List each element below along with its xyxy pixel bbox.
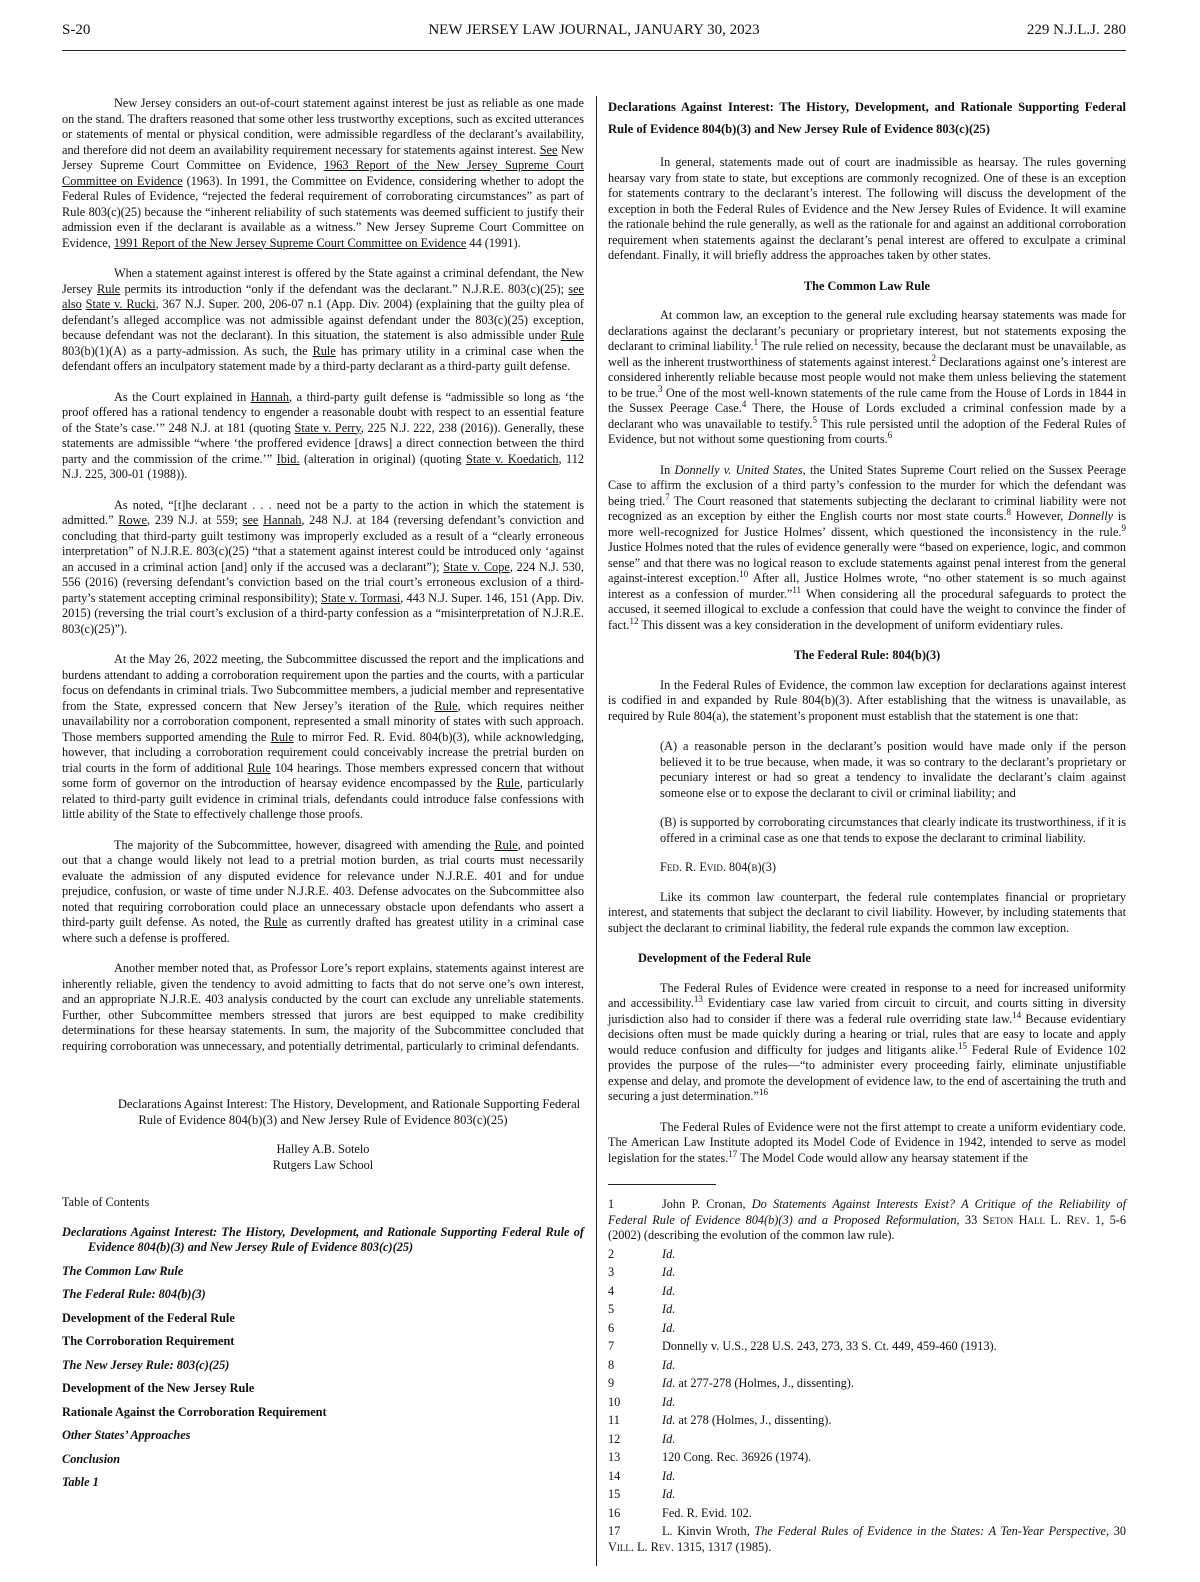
toc-item[interactable]: Development of the New Jersey Rule: [62, 1381, 255, 1395]
section-heading-common-law: The Common Law Rule: [803, 278, 931, 293]
signal: see also: [62, 281, 584, 311]
text: John P. Cronan,: [662, 1197, 752, 1211]
footnote-ref[interactable]: 14: [1012, 1009, 1022, 1020]
footnote-text: [662, 1321, 1126, 1337]
footnote-citation: Donnelly v. U.S., 228 U.S. 243, 273, 33 S. Ct. 449, 459-460 (1913).: [662, 1339, 997, 1353]
footnote-item: [608, 1321, 1126, 1337]
paragraph-like-common-law: Like its common law counterpart, the federal rule contemplates financial or proprietary interest, and statements that subject the declarant to civil liability. However, by including statements that subject the declarant to criminal liability, the federal rule expands the common law exception.: [608, 889, 1126, 935]
rule-ref: Rule: [270, 729, 294, 744]
section-heading-federal-rule: The Federal Rule: 804(b)(3): [793, 648, 941, 662]
text: to mirror Fed. R. Evid. 804(b)(3), while acknowledging, however, that including a corroboration requirement could conceivably increase the pretrial burden on trial courts in the form of additional: [62, 729, 584, 775]
author-school: Rutgers Law School: [272, 1157, 374, 1172]
toc-item[interactable]: Development of the Federal Rule: [62, 1310, 235, 1325]
page-number: S-20: [62, 22, 91, 38]
footnote-item: [608, 1487, 1126, 1503]
footnote-text: [662, 1376, 1126, 1392]
running-header: [62, 20, 1126, 51]
rule-ref: Rule: [312, 343, 336, 358]
text: New Jersey considers an out-of-court statement against interest be just as reliable as one made on the stand. The drafters reasoned that some other less trustworthy exceptions, such as excited utterances or statements of mental or physical condition, were admissible regardless of the declarant’s availability, and therefore did not deem an availability requirement necessary for statements against interest.: [62, 96, 584, 157]
text: As the Court explained in: [114, 389, 251, 404]
text: , a third-party guilt defense is “admissible so long as ‘the proof offered has a rational tendency to engender a reasonable doubt with respect to an essential feature of the State’s case.’” 248 N.J. at 181 (quoting: [62, 389, 584, 435]
footnote-item: [608, 1506, 1126, 1522]
paragraph-intro: In general, statements made out of court are inadmissible as hearsay. The rules governing hearsay vary from state to state, but exceptions are commonly recognized. One of these is an exception for statements contrary to the declarant’s interest. The following will discuss the development of the exception in both the Federal Rules of Evidence and the New Jersey Rules of Evidence. It will examine the rationale behind the rule generally, as well as the rationale for and against an additional corroboration requirement when statements against the declarant’s penal interest are offered to exculpate a criminal defendant. Finally, it will briefly address the approaches taken by other states.: [608, 155, 1126, 262]
footnote-ref[interactable]: 2: [931, 352, 936, 363]
footnote-number: 1: [608, 1197, 615, 1211]
text: After all, Justice Holmes wrote, “no other statement is so much against interest as a confession of murder.”: [608, 571, 1127, 601]
footnote-text: [662, 1432, 1126, 1448]
article-title: The Federal Rules of Evidence in the States: A Ten-Year Perspective: [754, 1524, 1106, 1538]
footnote-text: [662, 1395, 1126, 1411]
case-name: State v. Perry: [294, 420, 361, 435]
footnote-number: 10: [608, 1394, 621, 1409]
footnote-text: [662, 1450, 1126, 1466]
footnote-number: 16: [608, 1505, 621, 1520]
text: When considering all the procedural safeguards to protect the accused, it seemed illogical to exclude a confession that could have the weight to convince the finder of fact.: [608, 586, 1127, 632]
footnote-number: 4: [608, 1283, 615, 1298]
text: However,: [1011, 509, 1069, 523]
paragraph-donnelly: [608, 463, 1126, 634]
toc-item[interactable]: The New Jersey Rule: 803(c)(25): [62, 1357, 230, 1372]
footnote-item: [608, 1395, 1126, 1411]
footnote-ref[interactable]: 6: [887, 429, 893, 440]
text: Declarations against one’s interest are considered inherently reliable because most people would not make them unless believing the statement to be true.: [608, 354, 1126, 400]
text: Justice Holmes noted that the rules of evidence generally were “based on experience, logic, and common sense” and that there was no logical reason to exclude statements against penal interest from the general against-interest exception.: [608, 540, 1126, 585]
case-name: Donnelly: [1068, 509, 1114, 523]
id-signal: Id.: [662, 1357, 676, 1372]
toc-label: Table of Contents: [62, 1195, 150, 1209]
footnote-ref[interactable]: 4: [741, 398, 747, 409]
signal: Ibid.: [276, 451, 300, 466]
text: This dissent was a key consideration in the development of uniform evidentiary rules.: [638, 617, 1064, 632]
text: , which requires neither unavailability nor a corroboration component, represented a small minority of states with such approach. Those members supported amending the: [62, 698, 584, 744]
text: In: [660, 462, 675, 477]
case-name: State v. Tormasi: [321, 590, 401, 605]
text: permits its introduction “only if the defendant was the declarant.” N.J.R.E. 803(c)(25);: [120, 281, 569, 296]
text: The Model Code would allow any hearsay statement if the: [737, 1150, 1028, 1165]
text: , 443 N.J. Super. 146, 151 (App. Div. 2015) (reversing the trial court’s exclusion of a third-party confession as a “misinterpretation of N.J.R.E. 803(c)(25)”).: [62, 590, 584, 636]
paragraph-development: [608, 981, 1126, 1105]
column-divider: [596, 96, 597, 1566]
footnote-item: [608, 1284, 1126, 1300]
rule-ref: Rule: [263, 915, 288, 929]
footnote-citation: 120 Cong. Rec. 36926 (1974).: [662, 1450, 812, 1464]
text: , and pointed out that a change would likely not lead to a pretrial motion burden, as trial courts must necessarily evaluate the admission of any disputed evidence for relevance under N.J.R.E. 401 and for undue prejudice, confusion, or waste of time under N.J.R.E. 403. Defense advocates on the Subcommittee also noted that requiring corroboration could place an unnecessary obstacle upon defendants who assert a third-party guilt defense. As noted, the: [62, 837, 584, 929]
toc-item[interactable]: Declarations Against Interest: The History, Development, and Rationale Supporting Federal Rule of Evidence 804(b)(3) and New Jersey Rule of Evidence 803(c)(25): [62, 1224, 584, 1254]
footnote-17: [608, 1524, 1126, 1555]
footnote-ref[interactable]: 1: [753, 336, 759, 347]
footnote-number: 3: [608, 1265, 615, 1279]
text: , 248 N.J. at 184 (reversing defendant’s conviction and concluding that third-party guilt testimony was improperly excluded as a result of a “clearly erroneous interpretation” of N.J.R.E. 803(c)(25) “that a statement against interest could be introduced only ‘against an accused in a criminal action [and] only if the accused was a declarant”);: [62, 513, 584, 574]
text: There, the House of Lords excluded a criminal confession made by a declarant who was unavailable to testify.: [608, 401, 1126, 431]
text: 803(b)(1)(A) as a party-admission. As such, the: [62, 343, 313, 358]
footnote-number: 8: [608, 1357, 615, 1372]
footnote-item: [608, 1413, 1126, 1429]
text: 33: [959, 1212, 983, 1227]
text: As noted, “[t]he declarant . . . need not be a party to the action in which the statement is admitted.”: [62, 497, 584, 527]
footnote-ref[interactable]: 16: [758, 1086, 768, 1097]
paragraph-another-member: Another member noted that, as Professor Lore’s report explains, statements against interest are inherently reliable, given the tendency to avoid admitting to facts that do not serve one’s own interest, and an appropriate N.J.R.E. 403 analysis conducted by the court can exclude any unreliable statements. Further, other Subcommittee members stressed that jurors are best equipped to make credibility determinations for these hearsay statements. In sum, the majority of the Subcommittee concluded that requiring corroboration was unnecessary, and potentially detrimental, particularly to criminal defendants.: [62, 961, 584, 1053]
journal-citation: 229 N.J.L.J. 280: [1026, 22, 1126, 38]
id-signal: Id.: [662, 1413, 676, 1427]
footnote-item: [608, 1247, 1126, 1263]
text: Evidentiary case law varied from circuit to circuit, and courts sitting in diversity jurisdiction also had to consider if there was a federal rule overriding state law.: [608, 996, 1127, 1026]
paragraph-federal-intro: In the Federal Rules of Evidence, the common law exception for declarations against interest is codified in and expanded by Rule 804(b)(3). After establishing that the witness is unavailable, as required by Rule 804(a), the statement’s proponent must establish that the statement is one that:: [608, 677, 1126, 723]
footnote-text: [662, 1413, 1126, 1429]
footnote-text: [662, 1469, 1126, 1485]
case-name: State v. Cope: [443, 559, 510, 574]
signal: See: [539, 142, 558, 157]
citation-1963-report: 1963 Report of the New Jersey Supreme Court Committee on Evidence: [62, 158, 584, 188]
text: 1315, 1317 (1985).: [673, 1539, 772, 1554]
text: 44 (1991).: [466, 235, 521, 250]
footnote-item: [608, 1339, 1126, 1355]
footnote-text: [662, 1302, 1126, 1318]
id-signal: Id.: [662, 1302, 676, 1316]
footnote-number: 14: [608, 1468, 621, 1483]
toc-item[interactable]: Rationale Against the Corroboration Requirement: [62, 1404, 327, 1419]
text: L. Kinvin Wroth,: [662, 1524, 755, 1538]
footnote-item: [608, 1432, 1126, 1448]
text: 1, 5-6 (2002) (describing the evolution of the common law rule).: [608, 1212, 1126, 1242]
text: Because evidentiary decisions often must be made quickly during a hearing or trial, rules that are easy to locate and apply would reduce confusion and difficulty for judges and litigants alike.: [608, 1011, 1126, 1057]
text: , 225 N.J. 222, 238 (2016)). Generally, these statements are admissible “where ‘the proffered evidence [draws] a direct connection between the third party and the commission of the crime.’”: [62, 420, 585, 466]
text: 104 hearings. Those members expressed concern that without some form of governor on the introduction of hearsay evidence encompassed by the: [62, 760, 584, 790]
footnote-ref[interactable]: 10: [739, 568, 749, 579]
text: This rule persisted until the adoption of the Federal Rules of Evidence, but not without some questioning from courts.: [608, 416, 1127, 446]
footnote-number: 7: [608, 1339, 615, 1353]
text: (1963). In 1991, the Committee on Evidence, considering whether to adopt the Federal Rules of Evidence, “rejected the federal requirement of corroborating circumstances” as part of Rule 803(c)(25) because the “inherent reliability of such statements was deemed sufficient to justify their admission even if the declarant is available as a witness.” New Jersey Supreme Court Committee on Evidence,: [62, 173, 584, 250]
footnote-ref[interactable]: 7: [665, 491, 670, 502]
id-signal: Id.: [662, 1246, 676, 1261]
footnote-number: 5: [608, 1302, 615, 1316]
text: The rule relied on necessity, because the declarant must be unavailable, as well as the inherent trustworthiness of statements against interest.: [608, 339, 1126, 369]
id-signal: Id.: [662, 1283, 676, 1298]
article-title: Declarations Against Interest: The History, Development, and Rationale Supporting Federal Rule of Evidence 804(b)(3) and New Jersey Rule of Evidence 803(c)(25): [117, 1097, 581, 1127]
footnote-number: 11: [608, 1413, 620, 1427]
journal-name: Vill. L. Rev.: [608, 1539, 674, 1554]
text: is more well-recognized for Justice Holmes’ dissent, which questioned the inconsistency in the rule.: [608, 509, 1126, 539]
footnote-number: 6: [608, 1320, 615, 1335]
case-name: State v. Koedatich: [465, 451, 559, 466]
paragraph-state-offer: [62, 266, 584, 375]
left-column: [62, 96, 584, 1499]
footnote-text: [662, 1247, 1126, 1263]
case-name: Hannah: [250, 389, 289, 404]
footnote-ref[interactable]: 13: [693, 993, 703, 1004]
paragraph-majority: [62, 838, 584, 947]
id-signal: Id.: [662, 1265, 676, 1279]
id-signal: Id.: [662, 1376, 676, 1390]
footnote-ref[interactable]: 3: [658, 383, 663, 394]
rule-ref: Rule: [496, 776, 520, 790]
text: The Federal Rules of Evidence were created in response to a need for increased uniformity and accessibility.: [608, 980, 1126, 1010]
footnote-text: [662, 1487, 1126, 1503]
text: , 239 N.J. at 559;: [147, 513, 243, 527]
footnote-text: [662, 1284, 1126, 1300]
text: New Jersey Supreme Court Committee on Evidence,: [62, 142, 584, 172]
footnote-number: 12: [608, 1431, 621, 1446]
footnote-text: [662, 1358, 1126, 1374]
toc-item[interactable]: The Federal Rule: 804(b)(3): [62, 1287, 206, 1301]
paragraph-common-law: [608, 308, 1126, 448]
footnote-item: [608, 1302, 1126, 1318]
footnote-item: [608, 1376, 1126, 1392]
toc-item[interactable]: Conclusion: [62, 1451, 121, 1466]
rule-ref: Rule: [97, 281, 121, 296]
text: The Federal Rules of Evidence were not the first attempt to create a uniform evidentiary code. The American Law Institute adopted its Model Code of Evidence in 1942, intended to serve as model legislation for the states.: [608, 1119, 1126, 1165]
toc-item[interactable]: Other States’ Approaches: [62, 1428, 191, 1442]
text: , 112 N.J. 225, 300-01 (1988)).: [62, 451, 584, 481]
paragraph-hannah: [62, 390, 584, 483]
id-signal: Id.: [662, 1320, 676, 1335]
id-signal: Id.: [662, 1394, 676, 1409]
footnote-item: [608, 1469, 1126, 1485]
footnote-number: 2: [608, 1246, 615, 1261]
footnote-ref[interactable]: 12: [629, 615, 639, 626]
footnote-ref[interactable]: 8: [1006, 506, 1012, 517]
text: the United States Supreme Court relied on the Sussex Peerage Case to affirm the exclusion of a third party’s confession to the murder for which the defendant was being tried.: [608, 462, 1126, 508]
text: At common law, an exception to the general rule excluding hearsay statements was made for declarations against the declarant’s pecuniary or proprietary interest, but not statements exposing the declarant to criminal liability.: [608, 308, 1126, 353]
rule-ref: Rule: [494, 837, 518, 852]
footnote-text: [662, 1339, 1126, 1355]
footnote-number: 13: [608, 1450, 621, 1464]
footnote-number: 9: [608, 1376, 615, 1390]
footnote-1: [608, 1197, 1126, 1244]
text: , particularly related to third-party guilt evidence in criminal trials, defendants could introduce false confessions with little ability of the State to effectively challenge those proofs.: [62, 776, 584, 821]
text: The Court reasoned that statements subjecting the declarant to criminal liability were not recognized as an exception by either the English courts nor most state courts.: [608, 493, 1126, 523]
text: , 30: [1106, 1524, 1126, 1538]
footnote-item: [608, 1265, 1126, 1281]
footnote-ref[interactable]: 17: [728, 1148, 738, 1159]
footnote-item: [608, 1450, 1126, 1466]
case-name: Hannah: [263, 513, 302, 527]
footnote-citation: at 278 (Holmes, J., dissenting).: [675, 1413, 832, 1427]
paragraph-meeting: [62, 652, 584, 823]
paragraph-declarant-party: [62, 498, 584, 638]
footnote-number: 15: [608, 1487, 621, 1501]
id-signal: Id.: [662, 1487, 676, 1501]
footnote-ref[interactable]: 9: [1121, 522, 1126, 533]
citation-1991-report: 1991 Report of the New Jersey Supreme Court Committee on Evidence: [113, 235, 467, 250]
footnote-ref[interactable]: 11: [792, 584, 802, 595]
id-signal: Id.: [662, 1468, 676, 1483]
footnote-list: [608, 1247, 1126, 1522]
rule-ref: Rule: [560, 328, 584, 342]
case-name: Rowe: [118, 513, 147, 527]
footnote-number: 17: [608, 1524, 621, 1538]
paragraph-model-code: [608, 1120, 1126, 1167]
quote-citation: Fed. R. Evid. 804(b)(3): [660, 860, 776, 874]
text: At the May 26, 2022 meeting, the Subcommittee discussed the report and the implications and burdens attendant to adding a corroboration requirement upon the parties and the courts, with a particular focus on defendants in criminal trials. Two Subcommittee members, a judicial member and representative from the State, expressed concern that New Jersey’s iteration of the: [62, 652, 584, 713]
footnote-ref[interactable]: 5: [812, 414, 817, 425]
footnote-text: [662, 1265, 1126, 1281]
footnote-citation: Fed. R. Evid. 102.: [662, 1505, 752, 1520]
rule-ref: Rule: [434, 698, 458, 713]
text: , 367 N.J. Super. 200, 206-07 n.1 (App. Div. 2004) (explaining that the guilty plea of defendant’s alleged accomplice was not admissible against defendant under the 803(c)(25) exception, because defendant was not the declarant). In this situation, the statement is also admissible under: [62, 297, 584, 342]
case-name: Donnelly v. United States,: [674, 462, 806, 477]
toc-item[interactable]: Table 1: [62, 1475, 99, 1489]
text: When a statement against interest is offered by the State against a criminal defendant, the New Jersey: [62, 266, 584, 296]
author-name: Halley A.B. Sotelo: [276, 1142, 370, 1156]
toc-item[interactable]: The Corroboration Requirement: [62, 1334, 235, 1348]
id-signal: Id.: [662, 1431, 676, 1446]
case-name: State v. Rucki: [85, 297, 156, 311]
block-quote-a: (A) a reasonable person in the declarant’s position would have made only if the person believed it to be true because, when made, it was so contrary to the declarant’s proprietary or pecuniary interest or had so great a tendency to invalidate the declarant’s claim against someone else or to expose the declarant to civil or criminal liability; and: [660, 739, 1126, 800]
text: One of the most well-known statements of the rule came from the House of Lords in 1844 in the Sussex Peerage Case.: [608, 385, 1126, 415]
footnote-item: [608, 1358, 1126, 1374]
publication-title: NEW JERSEY LAW JOURNAL, JANUARY 30, 2023: [428, 22, 760, 38]
text: (alteration in original) (quoting: [299, 451, 466, 466]
footnote-text: [662, 1506, 1126, 1522]
article-title: Do Statements Against Interests Exist? A Critique of the Reliability of Federal Rule of Evidence 804(b)(3) and a Proposed Reformulation,: [608, 1197, 1126, 1227]
text: Federal Rule of Evidence 102 provides the purpose of the rules—“to administer every proceeding fairly, eliminate unjustifiable expense and delay, and promote the development of evidence law, to the end of ascertaining the truth and securing a just determination.”: [608, 1042, 1126, 1103]
text: as currently drafted has greatest utility in a criminal case where such a defense is proffered.: [62, 915, 584, 945]
subheading-development-federal: Development of the Federal Rule: [638, 951, 811, 965]
text: The majority of the Subcommittee, however, disagreed with amending the: [114, 837, 495, 852]
text: has primary utility in a criminal case when the defendant offers an inculpatory statement made by a third-party declarant as a third-party guilt defense.: [62, 343, 584, 373]
section-heading-main: Declarations Against Interest: The History, Development, and Rationale Supporting Federal Rule of Evidence 804(b)(3) and New Jersey Rule of Evidence 803(c)(25): [608, 100, 1126, 136]
paragraph-availability: [62, 96, 584, 251]
footnote-ref[interactable]: 15: [958, 1040, 968, 1051]
signal: see: [242, 513, 259, 527]
rule-ref: Rule: [247, 760, 271, 775]
toc-item[interactable]: The Common Law Rule: [62, 1263, 184, 1278]
block-quote-b: (B) is supported by corroborating circumstances that clearly indicate its trustworthiness, if it is offered in a criminal case as one that tends to expose the declarant to criminal liability.: [660, 815, 1126, 845]
journal-name: Seton Hall L. Rev.: [982, 1212, 1090, 1227]
footnote-divider: [608, 1184, 716, 1185]
text: , 224 N.J. 530, 556 (2016) (reversing defendant’s conviction based on the trial court’s erroneous exclusion of a third-party’s statement accepting criminal responsibility);: [62, 559, 585, 605]
footnote-citation: at 277-278 (Holmes, J., dissenting).: [675, 1376, 854, 1390]
right-column: [608, 96, 1126, 1558]
